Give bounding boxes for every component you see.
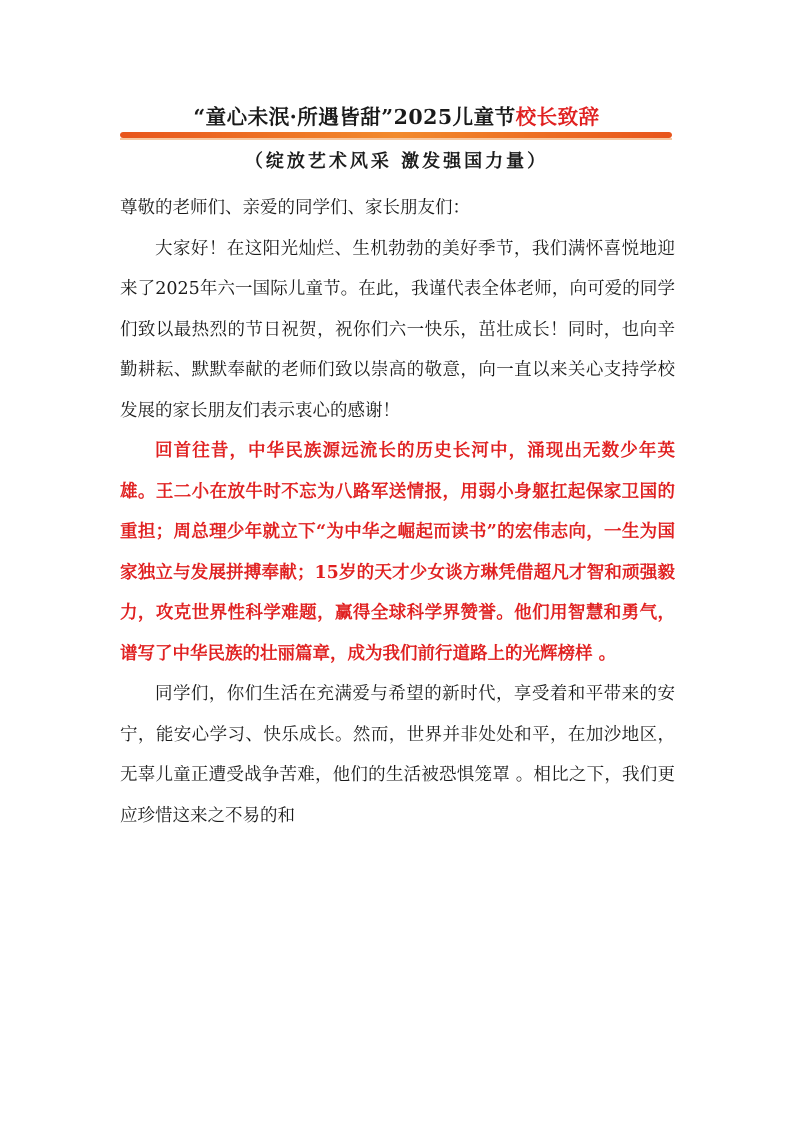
document-body: [120, 188, 675, 836]
title-underline: [120, 132, 672, 138]
document-subtitle: （绽放艺术风采 激发强国力量）: [244, 151, 549, 172]
paragraph-history-heroes: 回首往昔，中华民族源远流长的历史长河中，涌现出无数少年英雄。王二小在放牛时不忘为八路军送情报，用弱小身躯扛起保家卫国的重担；周总理少年就立下“为中华之崛起而读书”的宏伟志向，一生为国家独立与发展拼搏奉献；15岁的天才少女谈方琳凭借超凡才智和顽强毅力，攻克世界性科学难题，赢得全球科学界赞誉。他们用智慧和勇气，谱写了中华民族的壮丽篇章，成为我们前行道路上的光辉榜样 。: [120, 441, 675, 664]
title-main: “童心未泯·所遇皆甜”2025儿童节: [193, 105, 516, 129]
paragraph-new-era: 同学们，你们生活在充满爱与希望的新时代，享受着和平带来的安宁，能安心学习、快乐成长。然而，世界并非处处和平，在加沙地区，无辜儿童正遭受战争苦难，他们的生活被恐惧笼罩 。相比之下，我们更应珍惜这来之不易的和: [120, 684, 675, 826]
document-title: [0, 100, 793, 130]
paragraph-greeting: 大家好！在这阳光灿烂、生机勃勃的美好季节，我们满怀喜悦地迎来了2025年六一国际儿童节。在此，我谨代表全体老师，向可爱的同学们致以最热烈的节日祝贺，祝你们六一快乐，茁壮成长！同时，也向辛勤耕耘、默默奉献的老师们致以崇高的敬意，向一直以来关心支持学校发展的家长朋友们表示衷心的感谢！: [120, 238, 675, 421]
salutation: 尊敬的老师们、亲爱的同学们、家长朋友们：: [120, 198, 470, 218]
title-highlight: 校长致辞: [515, 105, 600, 129]
